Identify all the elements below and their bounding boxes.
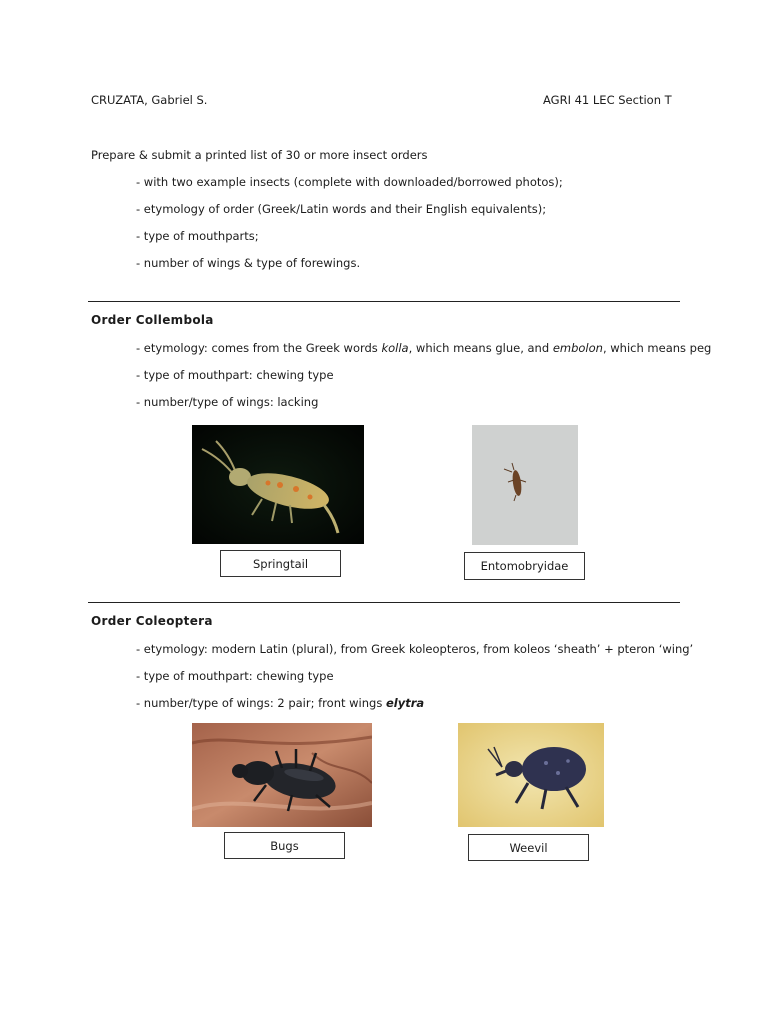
caption-entomobryidae: Entomobryidae [464,552,585,580]
wings-line [136,696,424,710]
greek-word: kolla [381,341,409,355]
wings-text: - number/type of wings: 2 pair; front wings [136,696,386,710]
student-name: CRUZATA, Gabriel S. [91,93,208,107]
wings-line: - number/type of wings: lacking [136,395,319,409]
springtail-photo [192,425,364,544]
etymology-text: , which means glue, and [408,341,553,355]
order-title: Order Coleoptera [91,614,213,628]
requirement-item: - type of mouthparts; [136,229,259,243]
requirement-item: - number of wings & type of forewings. [136,256,361,270]
caption-bugs: Bugs [224,832,345,859]
entomobryidae-photo [472,425,578,545]
section-divider [88,602,680,603]
mouthpart-line: - type of mouthpart: chewing type [136,669,334,683]
section-divider [88,301,680,302]
weevil-photo [458,723,604,827]
etymology-text: - etymology: comes from the Greek words [136,341,382,355]
order-title: Order Collembola [91,313,214,327]
caption-springtail: Springtail [220,550,341,577]
mouthpart-line: - type of mouthpart: chewing type [136,368,334,382]
caption-weevil: Weevil [468,834,589,861]
requirement-item: - with two example insects (complete with downloaded/borrowed photos); [136,175,563,189]
greek-word: embolon [552,341,603,355]
etymology-text: , which means peg [602,341,712,355]
beetle-photo [192,723,372,827]
etymology-line [136,341,711,355]
forewing-term: elytra [385,696,425,710]
etymology-line: - etymology: modern Latin (plural), from Greek koleopteros, from koleos ‘sheath’ + pteron ‘wing’ [136,642,694,656]
assignment-prompt: Prepare & submit a printed list of 30 or more insect orders [91,148,428,162]
requirement-item: - etymology of order (Greek/Latin words and their English equivalents); [136,202,547,216]
course-section: AGRI 41 LEC Section T [543,93,672,107]
